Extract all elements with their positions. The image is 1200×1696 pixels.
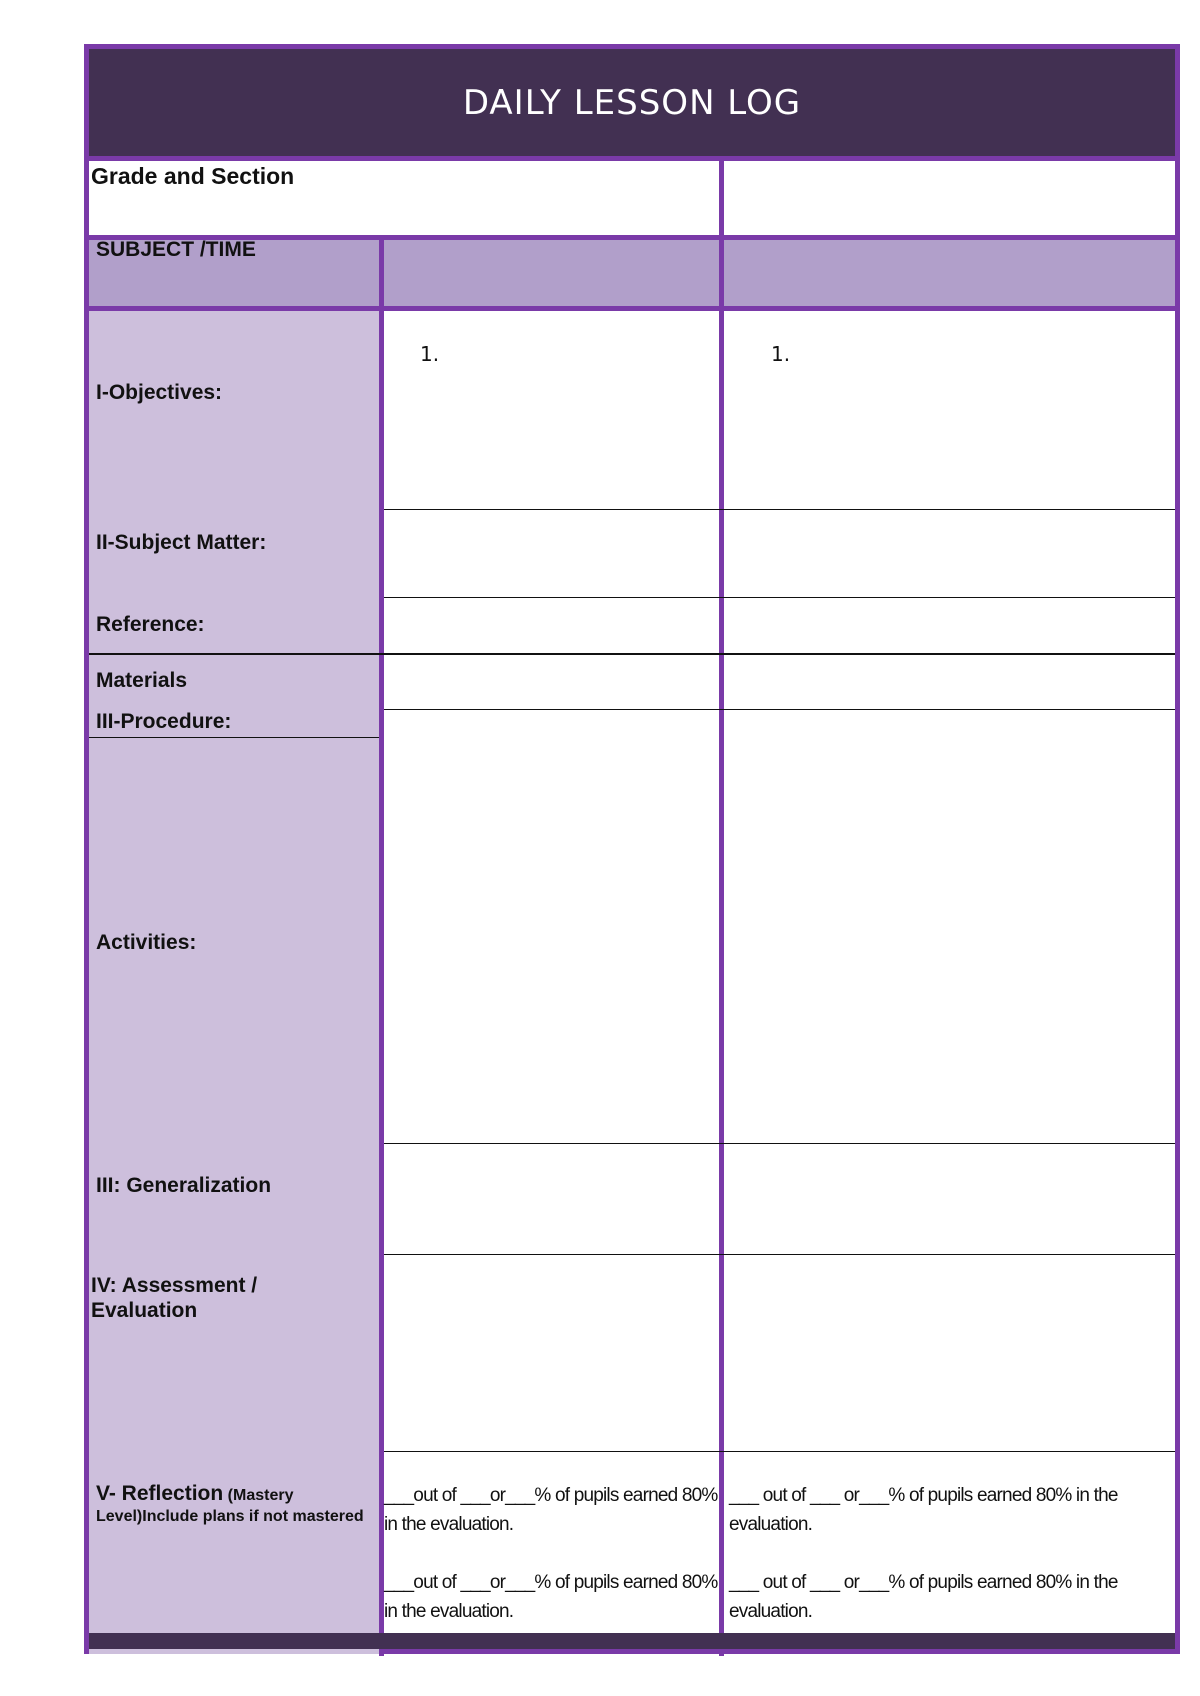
- subject-row-bottom-rule: [89, 306, 1175, 311]
- objectives-label: I-Objectives:: [96, 381, 223, 404]
- procedure-label: III-Procedure:: [96, 710, 232, 733]
- column-divider-2: [719, 156, 724, 1656]
- objective-number-col2: 1.: [771, 342, 791, 366]
- footer-bar: [89, 1633, 1175, 1649]
- daily-lesson-log-sheet: [84, 44, 1180, 1654]
- rule-activities: [384, 1143, 1175, 1144]
- subject-time-label: SUBJECT /TIME: [96, 238, 256, 261]
- reflection-title: V- Reflection: [96, 1482, 224, 1505]
- rule-procedure: [89, 737, 379, 738]
- activities-label: Activities:: [96, 931, 197, 954]
- generalization-label: III: Generalization: [96, 1174, 272, 1197]
- materials-label: Materials: [96, 669, 188, 692]
- document-title: DAILY LESSON LOG: [89, 49, 1175, 161]
- reflection-col1-line1: ___out of ___or___% of pupils earned 80% in the evaluation.: [384, 1485, 718, 1535]
- label-column: [89, 311, 379, 1654]
- rule-reference: [89, 653, 1175, 655]
- rule-assessment: [384, 1451, 1175, 1452]
- grade-section-label: Grade and Section: [91, 163, 295, 189]
- rule-generalization: [384, 1254, 1175, 1255]
- subject-matter-label: II-Subject Matter:: [96, 531, 267, 554]
- reflection-mastery: (Mastery: [227, 1487, 294, 1504]
- rule-materials: [384, 709, 1175, 710]
- rule-subject-matter: [384, 597, 1175, 598]
- rule-objectives: [384, 509, 1175, 510]
- assessment-label: IV: Assessment / Evaluation: [91, 1274, 258, 1323]
- reflection-col2-line1: ___ out of ___ or___% of pupils earned 80% in the evaluation.: [729, 1485, 1118, 1535]
- reflection-note: Level)Include plans if not mastered: [96, 1507, 364, 1525]
- reference-label: Reference:: [96, 613, 205, 636]
- column-divider-1: [379, 235, 384, 1656]
- reflection-col1-line2: ___out of ___or___% of pupils earned 80% in the evaluation.: [384, 1572, 718, 1622]
- objective-number-col1: 1.: [420, 342, 440, 366]
- reflection-col2-line2: ___ out of ___ or___% of pupils earned 80% in the evaluation.: [729, 1572, 1118, 1622]
- reflection-label: [96, 1481, 366, 1528]
